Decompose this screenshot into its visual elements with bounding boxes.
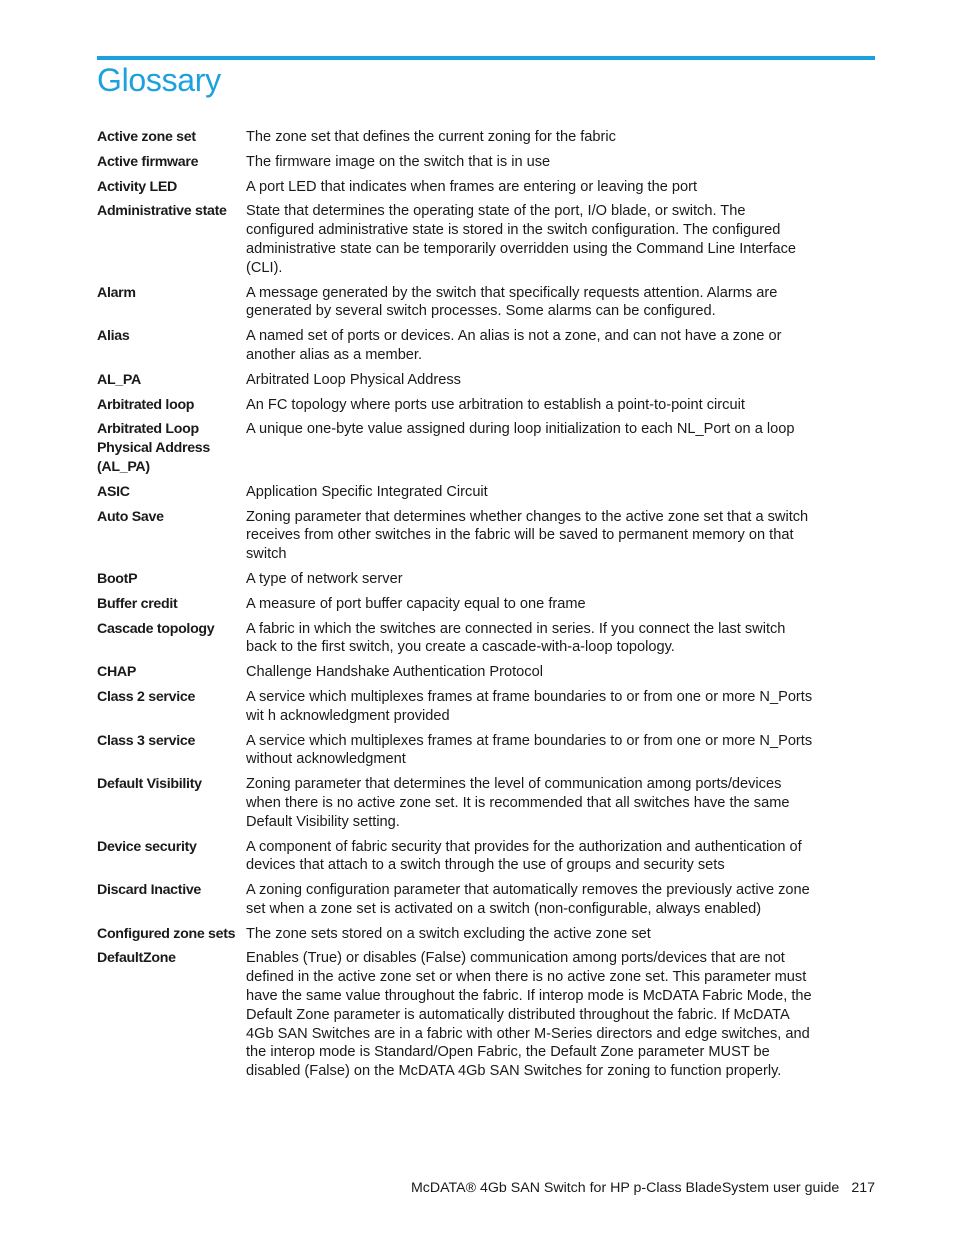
glossary-term: Discard Inactive: [97, 882, 202, 899]
glossary-definition: A port LED that indicates when frames are entering or leaving the port: [246, 178, 698, 195]
glossary-term: Device security: [97, 838, 197, 855]
glossary-term: Cascade topology: [97, 620, 215, 637]
glossary-definition: Application Specific Integrated Circuit: [246, 483, 488, 500]
glossary-term: Class 3 service: [97, 732, 196, 749]
glossary-term: Active zone set: [97, 129, 196, 145]
glossary-entry: [97, 732, 817, 770]
glossary-term: Administrative state: [97, 203, 227, 220]
footer-guide-title: McDATA® 4Gb SAN Switch for HP p-Class BladeSystem user guide: [410, 1180, 840, 1196]
glossary-definition: A zoning configuration parameter that automatically removes the previously active zone set when a zone set is activated on a switch (non-configurable, always enabled): [246, 882, 810, 917]
glossary-entry: [97, 775, 817, 831]
glossary-term: ASIC: [97, 483, 130, 500]
glossary-term: Configured zone sets: [97, 925, 236, 942]
glossary-definition: A service which multiplexes frames at frame boundaries to or from one or more N_Ports wit h acknowledgment provided: [246, 688, 813, 724]
glossary-entry: [97, 420, 817, 476]
glossary-term: Activity LED: [97, 178, 177, 195]
glossary-definition: A message generated by the switch that specifically requests attention. Alarms are generated by several switch processes. Some alarms can be configured.: [246, 284, 778, 320]
glossary-term: Class 2 service: [97, 688, 196, 705]
glossary-entry: [97, 881, 817, 919]
glossary-term: AL_PA: [97, 371, 141, 388]
page-footer: [411, 1180, 875, 1196]
header-rule: [97, 56, 875, 60]
glossary-list: [97, 128, 817, 1087]
glossary-definition: A named set of ports or devices. An alias is not a zone, and can not have a zone or another alias as a member.: [246, 328, 782, 363]
glossary-definition: The zone sets stored on a switch excluding the active zone set: [246, 925, 651, 942]
glossary-definition: Zoning parameter that determines the level of communication among ports/devices when there is no active zone set. It is recommended that all switches have the same Default Visibility setting.: [246, 776, 790, 830]
glossary-entry: [97, 128, 817, 147]
glossary-definition: The firmware image on the switch that is in use: [246, 153, 551, 170]
glossary-term: Arbitrated loop: [97, 396, 195, 413]
glossary-definition: A fabric in which the switches are connected in series. If you connect the last switch back to the first switch, you create a cascade-with-a-loop topology.: [246, 620, 786, 656]
glossary-entry: [97, 371, 817, 390]
glossary-term: Alarm: [97, 284, 136, 301]
glossary-definition: Zoning parameter that determines whether changes to the active zone set that a switch receives from other switches in the fabric will be saved to permanent memory on that switch: [246, 508, 809, 563]
glossary-entry: [97, 202, 817, 277]
glossary-definition: A component of fabric security that provides for the authorization and authentication of devices that attach to a switch through the use of groups and security sets: [246, 838, 802, 874]
glossary-entry: [97, 838, 817, 876]
glossary-entry: [97, 925, 817, 944]
glossary-entry: [97, 508, 817, 564]
glossary-entry: [97, 327, 817, 365]
page-number: 217: [851, 1180, 875, 1196]
glossary-definition: State that determines the operating state of the port, I/O blade, or switch. The configured administrative state is stored in the switch configuration. The configured administrative state can be temporarily overridden using the Command Line Interface (CLI).: [246, 203, 796, 276]
glossary-entry: [97, 483, 817, 502]
glossary-entry: [97, 663, 817, 682]
glossary-term: Auto Save: [97, 508, 164, 525]
glossary-entry: [97, 396, 817, 415]
glossary-definition: A type of network server: [246, 570, 403, 587]
glossary-entry: [97, 620, 817, 658]
glossary-term: Active firmware: [97, 153, 199, 170]
glossary-term: Arbitrated Loop Physical Address (AL_PA): [97, 421, 210, 475]
glossary-definition: A measure of port buffer capacity equal to one frame: [246, 595, 586, 612]
glossary-term: BootP: [97, 570, 138, 587]
glossary-definition: An FC topology where ports use arbitration to establish a point-to-point circuit: [246, 396, 745, 413]
glossary-entry: [97, 284, 817, 322]
glossary-entry: [97, 595, 817, 614]
glossary-term: Default Visibility: [97, 776, 202, 793]
page-title: Glossary: [97, 62, 221, 98]
glossary-definition: Arbitrated Loop Physical Address: [246, 371, 461, 388]
glossary-term: CHAP: [97, 664, 137, 681]
glossary-term: DefaultZone: [97, 950, 176, 967]
glossary-term: Buffer credit: [97, 595, 178, 612]
glossary-entry: [97, 688, 817, 726]
glossary-entry: [97, 153, 817, 172]
glossary-entry: [97, 949, 817, 1081]
glossary-entry: [97, 570, 817, 589]
glossary-entry: [97, 178, 817, 197]
glossary-definition: The zone set that defines the current zoning for the fabric: [246, 129, 616, 145]
glossary-definition: A unique one-byte value assigned during loop initialization to each NL_Port on a loop: [246, 421, 795, 438]
glossary-definition: Challenge Handshake Authentication Protocol: [246, 664, 543, 681]
glossary-definition: A service which multiplexes frames at frame boundaries to or from one or more N_Ports without acknowledgment: [246, 732, 813, 768]
glossary-definition: Enables (True) or disables (False) communication among ports/devices that are not defined in the active zone set or when there is no active zone set. This parameter must have the same value throughout the fabric. If interop mode is McDATA Fabric Mode, the Default Zone parameter is automatically distributed throughout the fabric. If McDATA 4Gb SAN Switches are in a fabric with other M-Series directors and edge switches, and the interop mode is Standard/Open Fabric, the Default Zone parameter MUST be disabled (False) on the McDATA 4Gb SAN Switches for zoning to function properly.: [246, 950, 812, 1080]
glossary-term: Alias: [97, 328, 130, 345]
